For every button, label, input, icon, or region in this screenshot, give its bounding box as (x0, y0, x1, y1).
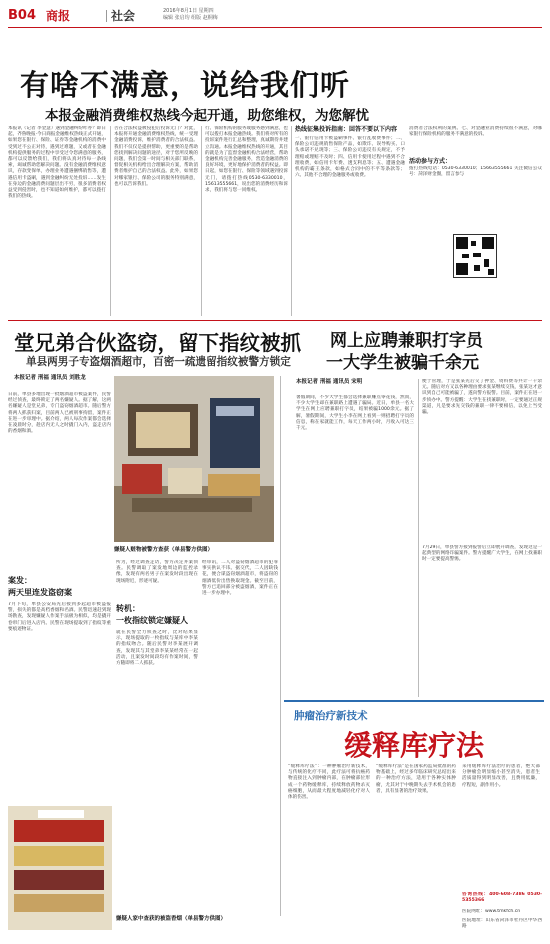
section-divider (8, 320, 542, 321)
story3-col1: 暑假期间，不少大学生都会选择兼职赚点零花钱，然而，不少大学生却在兼职路上遭遇了骗局。近日，单县一名大学生在网上应聘兼职打字员，结果被骗1000余元。据了解，暑假期间，大学生小李在网上看到一则招聘打字员的信息，称在家就能工作，每天工作两小时，月收入可达三千元。 (296, 395, 414, 432)
ad-title: 缓释库疗法 (344, 729, 485, 762)
story2-subsection2-title: 一枚指纹锁定嫌疑人 (116, 616, 188, 625)
story2-col1: 日前，单县多地出现一批烟酒超市被盗案件，民警经过侦查，最终锁定了两名嫌疑人。据了解，这两名嫌疑人是堂兄弟，专门盗窃烟酒超市。随后警方将两人抓获归案，目前两人已被刑事拘留，案件正在进一步审理中。据介绍，两人每次作案都会选择在凌晨时分，趁店内无人之时撬门入内，盗走店内的香烟和酒。 (8, 392, 111, 435)
story2-byline: 本报记者 刑福 通讯员 刘胜龙 (14, 375, 86, 381)
newspaper-brand: 商报 (46, 9, 71, 23)
hotline-guide-title: 热线征集投诉指南：回答不要以下内容 (295, 126, 398, 133)
page-number: B04 (8, 8, 36, 23)
column-rule (291, 126, 292, 316)
story3-col2b: 7月29日，单县警方接到报警后立即展开调查，发现这是一起典型的网络诈骗案件。警方提醒广大学生，在网上找兼职时一定要提高警惕。 (422, 545, 542, 563)
story2-headline: 堂兄弟合伙盗窃，留下指纹被抓 (14, 331, 301, 355)
ad-col1: “缓释库疗法”：一种肿瘤治疗新技术，与传统的化疗不同，此疗法可将抗癌药物直接注入到肿瘤内部，在肿瘤部位形成一个药物缓释库，持续释放药物杀灭癌细胞，从而最大程度地减轻化疗对人体的伤害。 (288, 764, 370, 801)
story2-photo-cigarettes (8, 806, 112, 930)
story2-col1b: 7月下旬，单县公安局先后接到多起超市被盗报警，损失的都是高档香烟和名酒。民警迅速赶到现场勘查，发现嫌疑人作案手法极为相似，均是撬开卷帘门后进入店内。民警在现场提取到了指纹等重要痕迹物证。 (8, 602, 111, 632)
ad-col2: “缓释库疗法”是在国家药监局批准的药物基础上，经过多年临床研究总结出来的一种治疗方法，适用于各种实体肿瘤，尤其对于中晚期失去手术机会的患者，具有显著的治疗效果。 (376, 764, 456, 794)
ad-col3: 采用缓释库疗法治疗的患者，绝大部分肿瘤会明显缩小甚至消失，患者生活质量得到明显改善，且费用低廉，疗程短，副作用小。 (462, 764, 540, 788)
story3-byline: 本报记者 刑福 通讯员 宋明 (296, 379, 363, 385)
lead-headline: 有啥不满意，说给我们听 (20, 68, 351, 102)
lead-col2: 否在合法权益被侵犯后投诉无门？对此，本报将开通金融消费维权热线，统一受理金融消费投诉，维护消费者的合法权益。我们不仅仅是提供帮助，更重要的是帮助您找到解决问题的途径，对于您所反映的问题，我们会第一时间与相关部门联系，督促相关机构给出合理解决方案，帮助消费者维护自己的合法权益。此外，如果您对哪家银行、保险公司的服务特别满意，也可以告诉我们。 (114, 126, 198, 187)
story2-col3: 经审讯，二人对盗窃烟酒超市的犯罪事实供认不讳。据交代，二人因缺钱花，便合谋盗窃烟酒超市，将盗窃的烟酒低价出售换取现金。截至目前，警方已追回部分被盗烟酒，案件正在进一步办理中。 (202, 560, 278, 597)
story2-col2: 所为，经过调查走访，警方决定并案侦查。民警调取了案发地周边的监控录像，发现有两名男子在案发时段出现在现场附近，形迹可疑。 (116, 560, 198, 584)
story2-subsection1-title: 两天里连发盗窃案 (8, 588, 72, 597)
column-rule (201, 126, 202, 316)
lead-col5: 消费者合法权利的案例。七、对金融业消费持续很不满意，对哪家银行保险机构的服务不满意的投诉。 (409, 126, 542, 138)
story3-col2: 便于管理，于是张某先后交了押金、资料费等共计一千余元。随后对方又以各种理由要求张某继续交钱，张某这才意识到自己可能被骗了，遂向警方报警。目前，案件正在进一步侦办中。警方提醒：大学生在找兼职时，一定要通过正规渠道，凡是要求先交钱的兼职一律不要相信，以免上当受骗。 (422, 379, 542, 416)
column-rule (418, 379, 419, 697)
column-rule (110, 126, 111, 316)
ad-website: 医院网址：www.tmkfch.cn (462, 909, 521, 914)
story2-photo-evidence (114, 376, 274, 542)
lead-subhead: 本报金融消费维权热线今起开通，助您维权，为您解忧 (45, 108, 369, 124)
lead-col3: 行、保险机构的服务或服务感到满意，也可以拨打本报金融热线。我们将对所有的投诉案件进行汇总和整理，真诚期待井建立沟通。本报金融维权热线的开通，其目的就是为了监督金融机构合法经营，帮助金融机构完善金融服务，营造金融消费的良好环境，更好地保护消费者的权益。即日起，如您在银行、保险等领域遇到投诉无门，请拨打热线0530-6330010，15613555661，说出您的消费经历和诉求，我们将与您一同维权。 (205, 126, 288, 194)
story2-subsection2: 转机： (116, 604, 140, 613)
ad-phone: 咨询热线：400-608-7386 0530-5355366 (462, 892, 542, 904)
lead-col1: 本报讯（记者 李金慧）遇到金融纠纷咋办？即日起，齐鲁晚报·今日商报金融维权热线正式开通，如果您在银行、保险、证券等金融机构的消费中受到过不公正对待，遇到过难题，又或者在金融机构提供服务的过程中享受过令您满意的服务，都可以反馈给我们，我们将认真对待每一条线索，竭诚帮助您解决问题。没有金融消费维权意识，存款变保单，办理业务遭遇捆绑销售等，遭遇信用卡盗刷，遇到金融纠纷无处投诉……发生在身边的金融消费问题层出不穷，很多消费者权益受到侵害时，也不知道如何维护，都可以拨打我们的热线。 (8, 126, 106, 200)
hotline-participation-title: 活动参与方式： (409, 158, 452, 165)
section-name: 社会 (111, 9, 136, 23)
hotline-contact: 拨打热线电话：0530-6330010；15663555661 关注微信公众号：菏泽财金圈，留言参与 (409, 166, 542, 178)
masthead (8, 6, 542, 28)
story2-subhead: 单县两男子专盗烟酒超市，百密一疏遗留指纹被警方锁定 (26, 356, 291, 368)
ad-kicker: 肿瘤治疗新技术 (294, 710, 368, 722)
story2-col2b: 就在民警全力侦查之时，比对结果显示，现场提取的一枚指纹与某库中李某的指纹吻合。随后民警对李某展开调查，发现其与其堂弟李某某经常在一起活动，且案发时间段均有作案时间，警方随即将二人抓获。 (116, 630, 198, 667)
story2-photo-caption2: 嫌疑人家中查获的被盗香烟（单县警方供图） (116, 916, 227, 922)
story3-headline-line1: 网上应聘兼职打字员 (330, 331, 483, 351)
qr-code-icon (453, 234, 497, 278)
ad-address: 医院地址：山东省菏泽市牡丹区中华西路 (462, 918, 542, 930)
hotline-participation (409, 126, 542, 316)
masthead-divider (106, 10, 107, 22)
story2-photo-caption: 嫌疑人赃物被警方查获（单县警方供图） (114, 547, 214, 553)
story2-subsection1: 案发： (8, 576, 32, 585)
hotline-guide-body: 一、银行信用卡被盗刷事件、银行乱收费事件；二、保险公司违规销售保险产品，如欺诈、误导购买、口头承诺不兑现等；三、保险公司违反有关规定，不予理赔或理赔不及时；四、信用卡使用过程中遇到不合理收费，如信用卡年费、透支利息等；五、遭遇金融机构的霸王条款，如格式合同中的不平等条款等；六、其他不合理的金融服务或收费。 (295, 136, 405, 179)
story3-headline-line2: 一大学生被骗千余元 (326, 353, 479, 373)
hotline-guide (295, 126, 405, 316)
masthead-info: 2016年8月1日 星期四 编辑 张启均 组版 赵桐梅 (163, 8, 218, 21)
ad-block (284, 700, 544, 940)
column-rule (280, 376, 281, 916)
